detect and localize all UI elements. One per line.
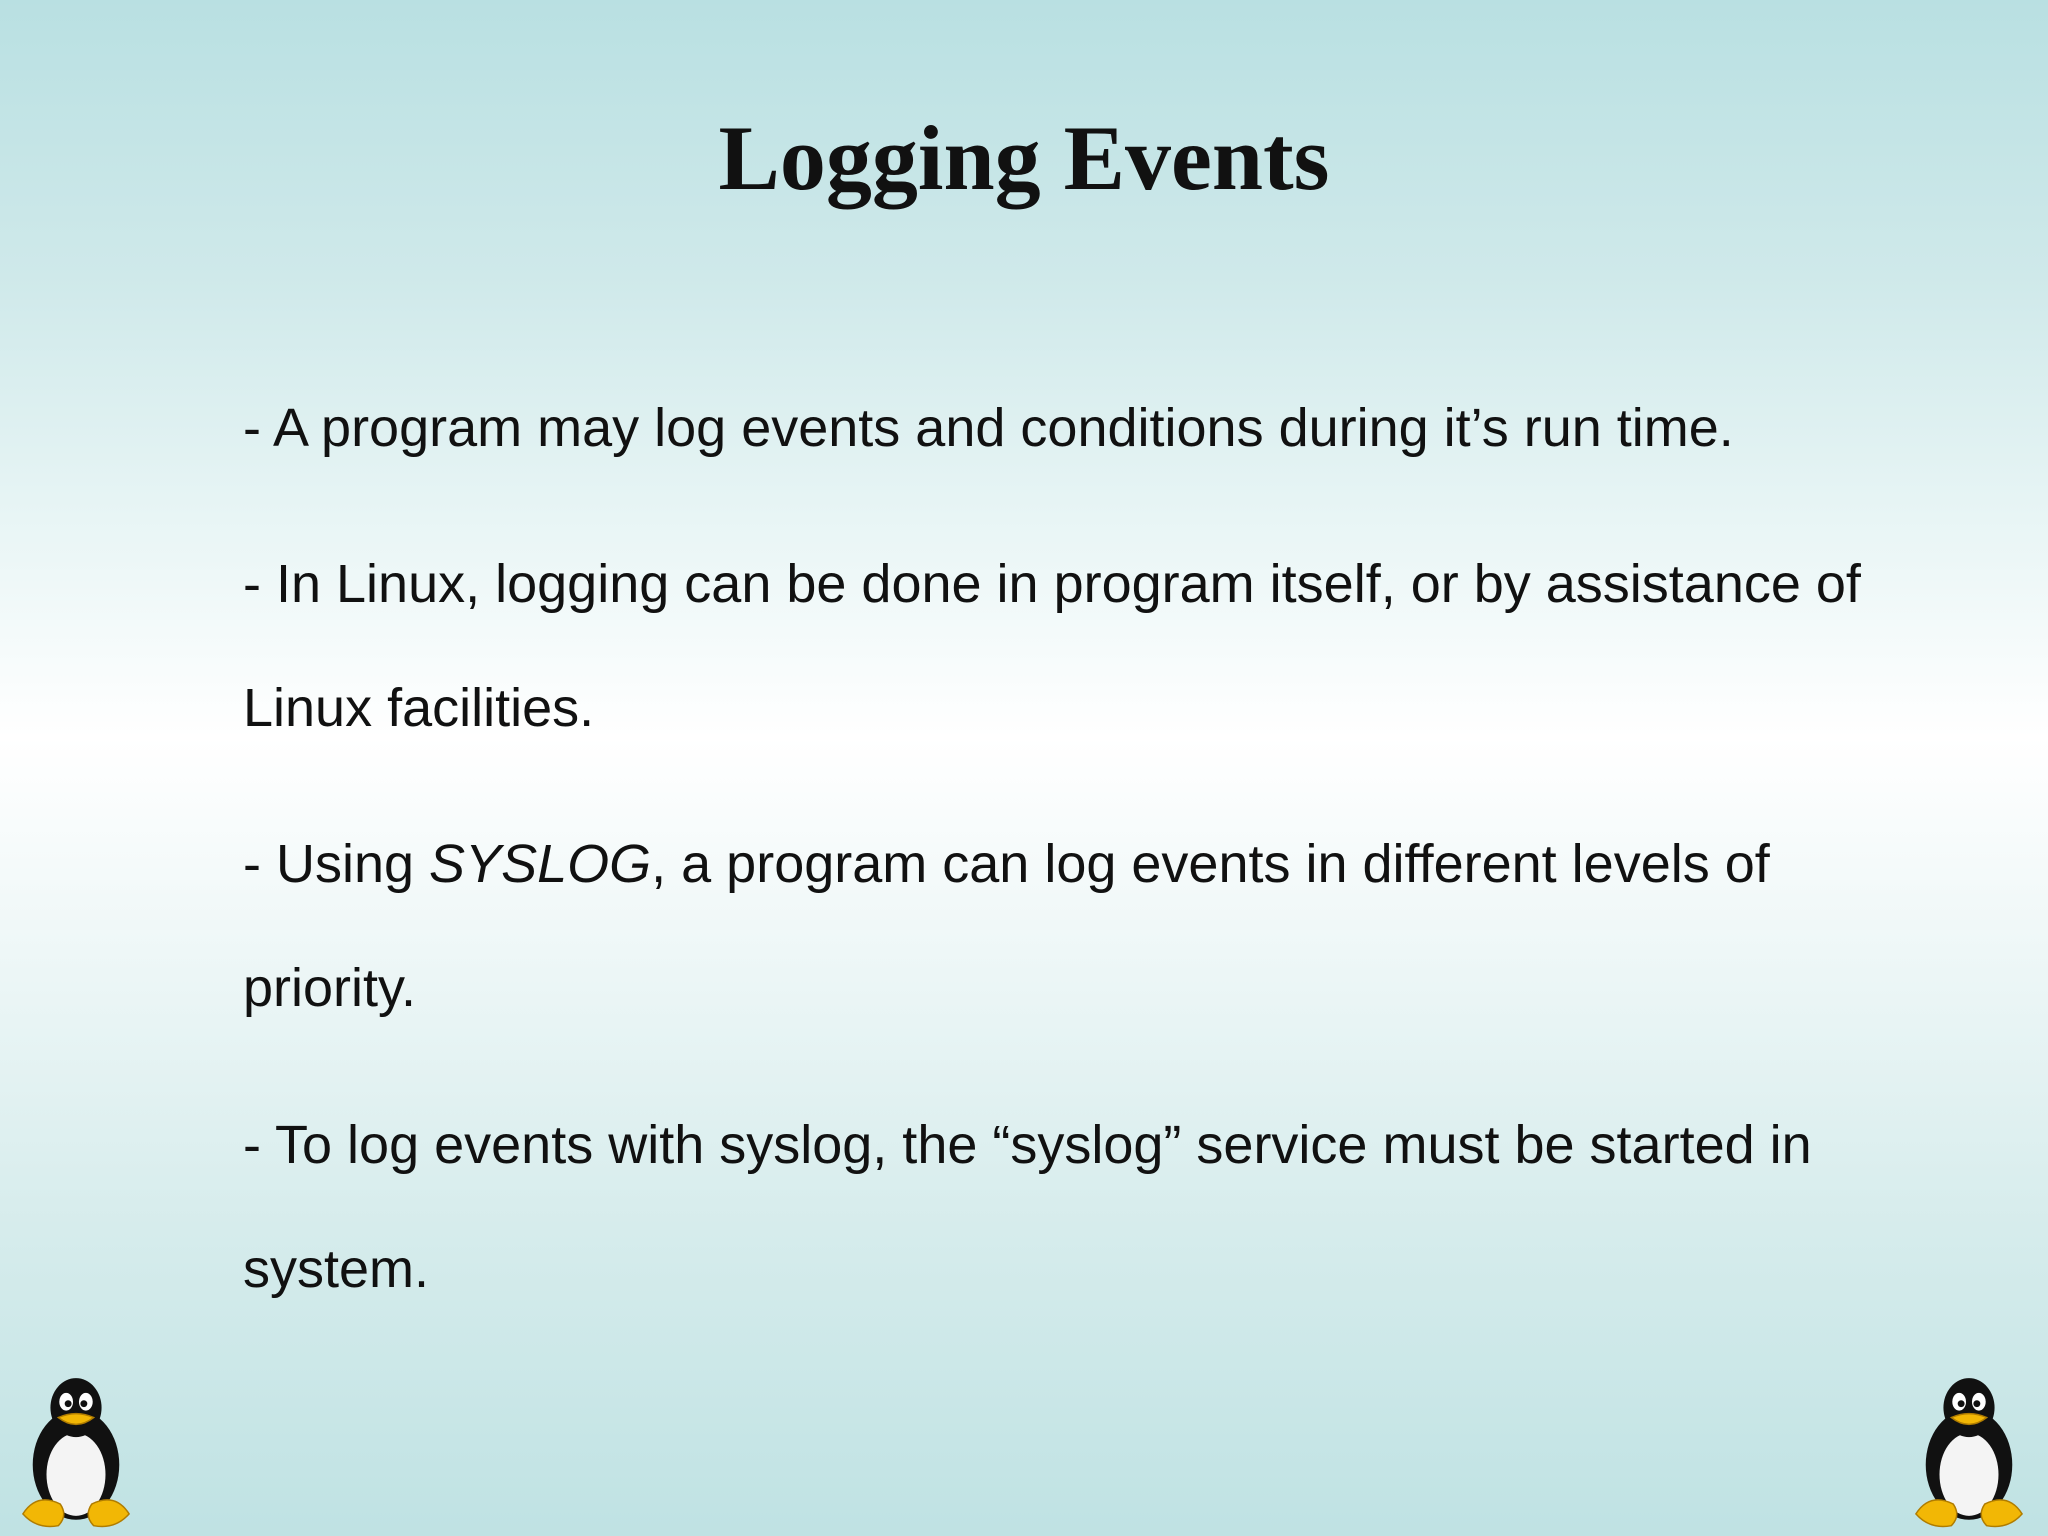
bullet-item-3-prefix: - Using <box>243 834 430 894</box>
slide-title: Logging Events <box>718 107 1330 209</box>
bullet-item-3-suffix: , a program can log events in different levels of priority. <box>243 834 1770 1018</box>
bullet-item-3 <box>243 802 1883 1050</box>
bullet-item-2: - In Linux, logging can be done in program itself, or by assistance of Linux facilities. <box>243 554 1861 738</box>
syslog-emphasis: SYSLOG <box>429 834 652 894</box>
bullet-item-1: - A program may log events and conditions during it’s run time. <box>243 398 1734 458</box>
tux-penguin-icon <box>17 1365 135 1530</box>
tux-penguin-icon <box>1910 1365 2028 1530</box>
bullet-item-4: - To log events with syslog, the “syslog” service must be started in system. <box>243 1115 1812 1299</box>
